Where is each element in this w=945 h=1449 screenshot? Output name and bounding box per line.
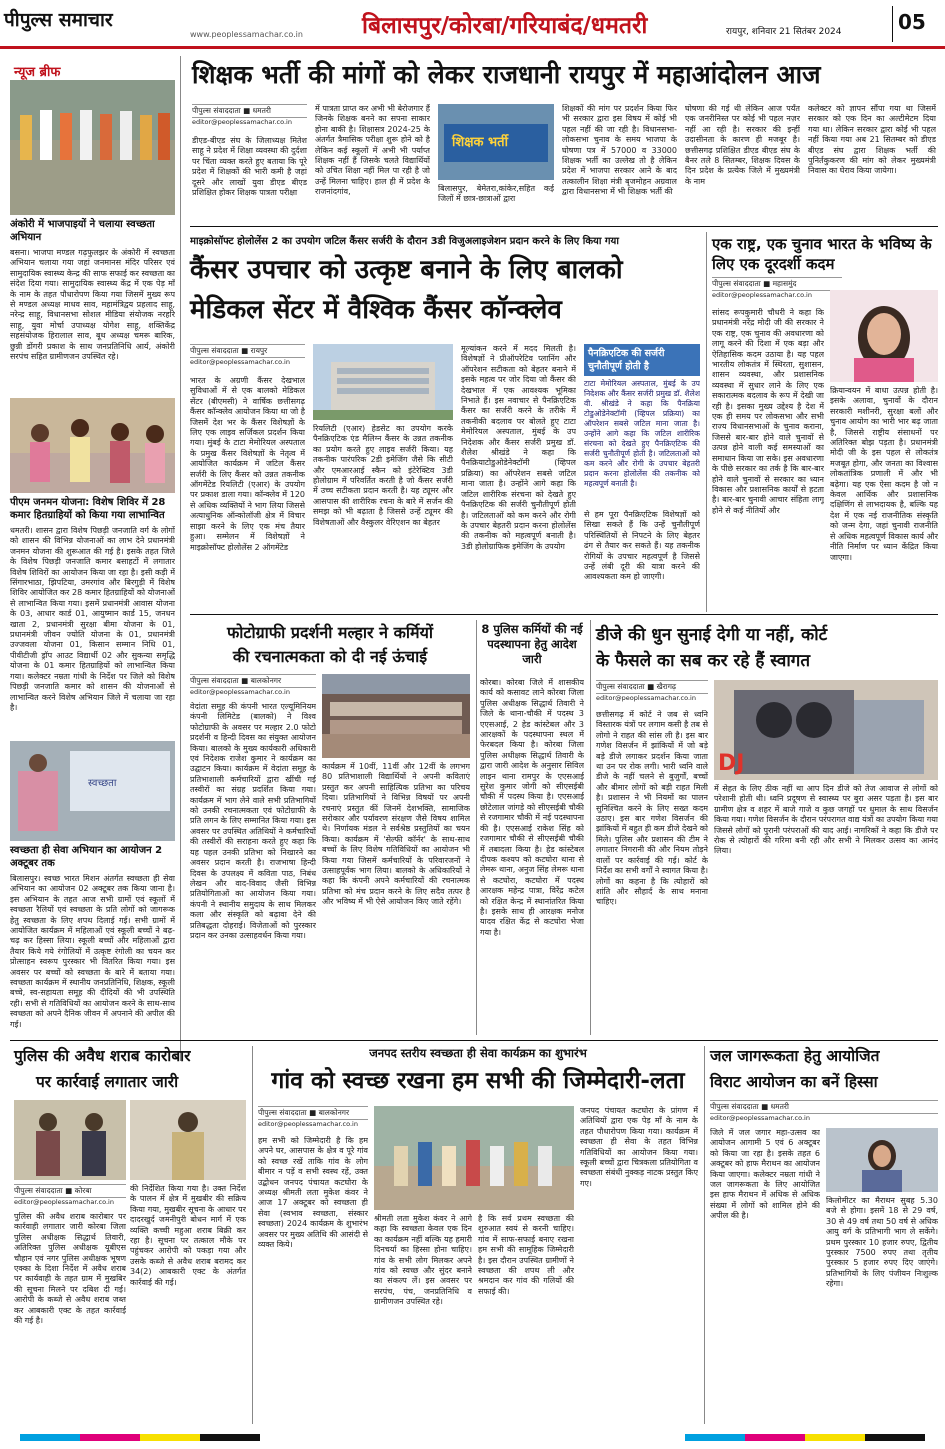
site-url: www.peoplessamachar.co.in [190,30,303,39]
top-col-6: कलेक्टर को ज्ञापन सौंपा गया था जिसमें सरकार को एक दिन का अल्टीमेटम दिया गया था। लेकिन सरकार द्वारा कोई भी पहल नहीं किया गया अब 21 सितम्बर को डीएड बीएड संघ द्वारा शिक्षक भर्ती की पुनिर्तकुकरण की मांग को लेकर मुख्यमंत्री निवास का घेराव किया जायेगा। [808,104,936,176]
nation-photo [830,290,938,382]
nation-email: editor@peoplessamachar.co.in [712,291,812,299]
swachh-byline: पीपुल्स संवाददाता ■ बालकोनगर editor@peoplessamachar.co.in [258,1106,368,1128]
nation-col-1: सांसद रूपकुमारी चौधरी ने कहा कि प्रधानमंत्री नरेंद्र मोदी जी की सरकार ने एक राष्ट्र, एक चुनाव की अवधारणा को लागू करने की दिशा में एक बड़ा और ऐतिहासिक कदम उठाया है। यह पहल भारतीय लोकतंत्र में स्थिरता, सुशासन, शासन व्यवस्था, और प्रशासनिक व्यवस्था में सुधार लाने के लिए एक सकारात्मक बदलाव के रूप में देखी जा रही है। इसका मुख्य उद्देश्य है देश में एक ही समय पर लोकसभा और सभी राज्य विधानसभाओं के चुनाव कराना, जिससे बार-बार होने वाले चुनावों से उत्पन्न होने वाली कई समस्याओं का समाधान किया जा सके। इस अवधारणा के पीछे सरकार का तर्क है कि बार-बार होने वाले चुनावों से सरकार का ध्यान विकास और प्रशासनिक कार्यों से हटता है। बार-बार चुनावी आचार संहिता लागू होने से कई नीतियों और [712,308,824,515]
dj-col-2: में सेहत के लिए ठीक नहीं था आप दिन डीजे को तेज आवाज से लोगों को परेशानी होती थी। ध्वनि प्रदूषण से स्वास्थ्य पर बुरा असर पड़ता है। इस बार ग्रामीण क्षेत्र व शहर में बाजे गाजे व कुछ जगहों पर धुमाल के साथ विसर्जन किया गया। गणेश विसर्जन के दौरान परंपरागत वाद्य यंत्रों का उपयोग किया गया जिससे लोगों को पुरानी परंपराओं की याद आई। नागरिकों ने कहा कि डीजे पर रोक से त्योहारों की गरिमा बनी रही और सभी ने मिलकर उत्सव का आनंद लिया। [714,784,938,856]
swachh-reporter: पीपुल्स संवाददाता [258,1108,307,1117]
footer-print-marks [0,1430,945,1445]
liquor-place: कोरबा [74,1186,92,1195]
cancer-box-text: टाटा मेमोरियल अस्पताल, मुंबई के उप निदेशक और कैंसर सर्जरी प्रमुख डॉ. शैलेश वी. श्रीखंडे ने कहा कि पैनक्रिया टोडुओडेनेक्टॉमी (व्हिपल प्रक्रिया) का ऑपरेशन सबसे जटिल माना जाता है। उन्होंने आगे कहा कि जटिल शारीरिक संरचना को देखते हुए पैनक्रिएटिक की सर्जरी चुनौतीपूर्ण होती है। जटिलताओं को कम करने और रोगी के उपचार बेहतरी प्रदान करना होलोलेंस की तकनीक को महत्वपूर्ण बनाती है। [584,379,700,488]
water-headline-2: विराट आयोजन का बनें हिस्सा [710,1073,878,1091]
brief-1-text: बसना। भाजपा मण्डल गढ़फुलझर के अंकोरी में स्वच्छता अभियान चलाया गया जहां जनमानस मंदिर परिसर एवं सामुदायिक स्वास्थ्य केन्द्र की साफ सफाई कर स्वच्छता का संदेश दिया गया। सामुदायिक स्वास्थ्य केंद्र में एक पेड़ माँ के नाम के तहत पौधारोपण किया गया जिसमें मुख्य रूप से मण्डल अध्यक्ष माधव साव, महामंत्रिद्वय प्रहलाद साहू, नरेन्द्र साहू, विधानसभा सोशल मीडिया संयोजक नरहरि साहू, युवा मोर्चा उपाध्यक्ष योगेश साहू, शक्तिकेंद्र सहसंयोजक हिरालाल साव, बूथ अध्यक्ष चमरू बारिक, छुन्नी डोंगरी प्रकाश के साथ जनप्रतिनिधि आर्य, अंकोरी सरपंच सहित ग्रामीणजन उपस्थित रहे। [10,248,175,362]
dj-reporter: पीपुल्स संवाददाता [596,682,645,691]
photo-byline: पीपुल्स संवाददाता ■ बालकोनगर editor@peoplessamachar.co.in [190,674,316,696]
cancer-col-1: भारत के अग्रणी कैंसर देखभाल सुविधाओं में से एक बालको मेडिकल सेंटर (बीएमसी) ने वार्षिक छत्तीसगढ़ कैंसर कॉन्क्लेव आयोजन किया था जो है जिसमें देश भर के कैंसर विशेषज्ञों के लिए एक लाइव सर्जिकल प्रदर्शन किया गया। मुंबई के टाटा मेमोरियल अस्पताल के प्रमुख कैंसर विशेषज्ञों के नेतृत्व में आयोजित कार्यक्रम में जटिल कैंसर सर्जरी के लिए कैंसर को उन्नत तकनीक ऑगमेंटेड रियलिटी (एआर) के उपयोग पर प्रकाश डाला गया। कॉन्क्लेव में 120 से अधिक व्यक्तियों ने भाग लिया जिससे अत्याधुनिक ऑन्कोलॉजी क्षेत्र में विचार साझा करने के लिए एक मंच तैयार हुआ। सम्मेलन में विशेषज्ञों ने माइक्रोसॉफ्ट होलोलेंस 2 ऑगमेंटेड [190,376,305,552]
swachh-headline: गांव को स्वच्छ रखना हम सभी की जिम्मेदारी-लता [271,1068,685,1094]
swachh-col-5: जनपद पंचायत कटघोरा के प्रांगण में अतिथियों द्वारा एक पेड़ माँ के नाम के तहत पौधारोपण किया गया। कार्यक्रम में स्वच्छता ही सेवा के तहत विभिन्न गतिविधियों का आयोजन किया गया। स्कूली बच्चों द्वारा चित्रकला प्रतियोगिता व स्वच्छता संबंधी नुक्कड़ नाटक प्रस्तुत किए गए। [580,1106,698,1188]
brand-logo: पीपुल्स समाचार [4,9,113,31]
police-text: कोरबा। कोरबा जिले में शासकीय कार्य को कसावट लाने कोरबा जिला पुलिस अधीक्षक सिद्धार्थ तिवारी ने जिले के थाना-चौकी में पदस्थ 3 एएसआई, 2 हेड कांस्टेबल और 3 आरक्षकों के पदस्थापना स्थल में फेरबदल किया है। कोरबा जिला पुलिस अधीक्षक सिद्धार्थ तिवारी के द्वारा जारी आदेश के अनुसार सिविल लाइन थाना रामपुर के एएसआई सुरेश कुमार जोगी को सीएसईबी चौकी में पदस्थ किया है। एएसआई छोटेलाल जांगड़े को सीएसईबी चौकी से रजगामार चौकी में नई पदस्थापना की है। एएसआई राकेश सिंह को रजगामार चौकी से सीएसईबी चौकी में तबादला किया है। हेड कांस्टेबल दीपक कश्यप को कटघोरा थाना से लेमरू थाना, अनुज सिंह लेमरू थाना से कटघोरा, कटघोरा में पदस्थ आरक्षक महेन्द्र पात्रा, विरेंद्र कटेल को रक्षित केन्द्र में स्थानांतरित किया है। इसके साथ ही आरक्षक मनोज यादव रक्षित केंद्र से कटघोरा भेजा गया है। [480,678,584,937]
cancer-reporter: पीपुल्स संवाददाता [190,346,239,355]
brief-photo-1 [10,80,175,215]
swachh-place: बालकोनगर [318,1108,350,1117]
brief-2-title: पीएम जनमन योजना: विशेष शिविर में 28 कमार हितग्राहियों को किया गया लाभान्वित [10,497,166,521]
brief-photo-3 [10,741,175,841]
photo-col-1: वेदांता समूह की कंपनी भारत एल्यूमिनियम कंपनी लिमिटेड (बालको) ने विश्व फोटोग्राफी के अवसर पर मल्हार 2.0 फोटो प्रदर्शनी व हिन्दी दिवस का संयुक्त आयोजन किया। बालको के मुख्य कार्यकारी अधिकारी एवं निदेशक राजेश कुमार ने कार्यक्रम का उद्घाटन किया। कार्यक्रम में वेदांता समूह के प्रतिभाशाली कर्मचारियों द्वारा खींची गई तस्वीरों का संग्रह प्रदर्शित किया गया। कार्यक्रम में भाग लेने वाले सभी प्रतिभागियों को उनकी रचनात्मकता एवं फोटोग्राफी के प्रति लगन के लिए सम्मानित किया गया। इस अवसर पर उपस्थित अतिथियों ने कर्मचारियों की तस्वीरों की सराहना करते हुए कहा कि यह पहल उनकी प्रतिभा को निखारने का अवसर प्रदान करती है। राजभाषा हिन्दी दिवस के उपलक्ष्य में कविता पाठ, निबंध लेखन और वाद-विवाद जैसी विभिन्न प्रतियोगिताओं का आयोजन किया गया। कंपनी ने स्थानीय समुदाय के साथ मिलकर कला और संस्कृति को बढ़ावा देने की प्रतिबद्धता दोहराई। विजेताओं को पुरस्कार प्रदान कर उनका उत्साहवर्धन किया गया। [190,702,316,940]
swachh-col-1: हम सभी को जिम्मेदारी है कि हम अपने घर, आसपास के क्षेत्र व पूरे गांव को स्वच्छ रखें ताकि गांव के लोग बीमार न पड़ें व सभी स्वस्थ रहें, उक्त उद्बोधन जनपद पंचायत कटघोरा के अध्यक्ष श्रीमती लता मुकेश कंवर ने आज 17 अक्टूबर को स्वच्छता ही सेवा (स्वभाव स्वच्छता, संस्कार स्वच्छता) 2024 कार्यक्रम के शुभारंभ अवसर पर मुख्य अतिथि की आसंदी से व्यक्त किये। [258,1136,368,1250]
swachh-photo [374,1106,574,1210]
swachh-col-3: है कि सर्व प्रथम स्वच्छता की शुरुआत स्वयं से करनी चाहिए। गांव में साफ-सफाई बनाए रखना हम सभी की सामूहिक जिम्मेदारी है। इस दौरान उपस्थित ग्रामीणों ने स्वच्छता की शपथ ली और श्रमदान कर गांव की गलियों की सफाई की। [478,1214,574,1296]
dj-place: खैरागढ़ [656,682,677,691]
police-headline: 8 पुलिस कर्मियों की नई पदस्थापना हेतु आदेश जारी [481,622,583,666]
brief-1-title: अंकोरी में भाजपाइयों ने चलाया स्वच्छता अभियान [10,219,155,243]
water-reporter: पीपुल्स संवाददाता [710,1102,759,1111]
photo-email: editor@peoplessamachar.co.in [190,688,290,696]
svg-text:स्वच्छता: स्वच्छता [88,778,117,789]
news-brief-label: न्यूज ब्रीफ [14,65,61,80]
cancer-headline-2: मेडिकल सेंटर में वैश्विक कैंसर कॉन्क्लेव [190,295,562,325]
water-email: editor@peoplessamachar.co.in [710,1114,810,1122]
dj-headline-1: डीजे की धुन सुनाई देगी या नहीं, कोर्ट [596,625,828,645]
cancer-box-title: पैनक्रिएटिक की सर्जरी चुनौतीपूर्ण होती है [584,344,700,376]
top-photo [438,104,554,180]
swachh-kicker: जनपद स्तरीय स्वच्छता ही सेवा कार्यक्रम का शुभारंभ [369,1046,587,1060]
top-place: धमतरी [252,106,271,115]
svg-text:DJ: DJ [718,751,745,776]
top-col-5: घोषणा की गई थी लेकिन आज पर्यंत एक जनरीनिस्त पर कोई भी पहल नज़र नहीं आ रही है। सरकार की इन्हीं उदासीनता के कारण ही मजबूर है। छत्तीसगढ़ प्रशिक्षित डीएड बीएड संघ के बैनर तले 8 सितम्बर, शिक्षक दिवस के दिन प्रदेश के प्रत्येक जिले में मुख्यमंत्री के नाम [685,104,800,186]
top-byline: पीपुल्स संवाददाता ■ धमतरी editor@peoplessamachar.co.in [192,104,307,126]
dj-headline-2: के फैसले का सब कर रहे हैं स्वागत [596,651,811,671]
top-col-2: में पात्रता प्राप्त कर अभी भी बेरोजगार हैं जिनके शिक्षक बनने का सपना साकार होना बाकी है। शिक्षासत्र 2024-25 के अंतर्गत त्रैमासिक परीक्षा शुरू होने को है लेकिन कई स्कूलों में अभी भी पर्याप्त शिक्षक नहीं हैं जिसके चलते विद्यार्थियों को उचित शिक्षा नहीं मिल पा रही है जो उन्हें मिलना चाहिए। हाल ही में प्रदेश के राजनांदगांव, [315,104,430,197]
photo-headline-1: फोटोग्राफी प्रदर्शनी मल्हार ने कर्मियों [226,623,434,642]
cancer-photo [313,344,453,420]
cancer-place: रायपुर [250,346,268,355]
top-photo-label: शिक्षक भर्ती [452,135,508,150]
liquor-photo-2 [130,1100,246,1180]
issue-date: रायपुर, शनिवार 21 सितंबर 2024 [726,27,842,37]
liquor-col-1: पुलिस की अवैध शराब कारोबार पर कार्रवाही लगातार जारी कोरबा जिला पुलिस अधीक्षक सिद्धार्थ तिवारी, अतिरिक्त पुलिस अधीक्षक यूबीएस चौहान एवं नगर पुलिस अधीक्षक भूषण एक्का के दिशा निर्देश में अवैध शराब पर कार्यवाही के तहत ग्राम में मुखबिर की सूचना मिलने पर दबिश दी गई। आरोपी के कब्जे से अवैध शराब जब्त कर आबकारी एक्ट के तहत कार्रवाई की गई है। [14,1212,126,1326]
cancer-col-3: मूल्यांकन करने में मदद मिलती है। विशेषज्ञों ने प्रीऑपरेटिव प्लानिंग और ऑपरेशन सटीकता को बेहतर बनाने में इसके महत्व पर जोर दिया जो कैंसर की देखभाल में एक आवश्यक भूमिका निभाते हैं। इस नवाचार से पैनक्रिएटिक कैंसर का सर्जरी करने के तरीके में तकनीकी बदलाव पर बोलते हुए टाटा मेमोरियल अस्पताल, मुंबई के उप निदेशक और कैंसर सर्जरी प्रमुख डॉ. शैलेश श्रीखंडे ने कहा कि पैनक्रियाटोडुओडेनेक्टॉमी (व्हिपल प्रक्रिया) का ऑपरेशन सबसे जटिल माना जाता है। उन्होंने आगे कहा कि जटिल शारीरिक संरचना को देखते हुए पैनक्रिएटिक की सर्जरी चुनौतीपूर्ण होती है। जटिलताओं को कम करने और रोगी के उपचार बेहतरी प्रदान करना होलोलेंस की तकनीक को महत्वपूर्ण बनाती है। 3डी होलोग्राफिक इमेजिंग के उपयोग [461,344,576,551]
masthead [0,0,945,50]
water-col-1: जिले में जल जगार महा-उत्सव का आयोजन आगामी 5 एवं 6 अक्टूबर को किया जा रहा है। इसके तहत 6 अक्टूबर को हाफ मैराथन का आयोजन किया जाएगा। कलेक्टर नम्रता गांधी ने जल जागरूकता के लिए आयोजित इस हाफ मैराथन में अधिक से अधिक संख्या में लोगों को शामिल होने की अपील की है। [710,1128,820,1221]
brief-2-text: धमतरी। शासन द्वारा विशेष पिछड़ी जनजाति वर्ग के लोगों को शासन की विभिन्न योजनाओं का लाभ देने प्रधानमंत्री जनमन योजना की शुरूआत की गई है। इसके तहत जिले के विशेष पिछड़ी जनजाति कमार बसाहटों में लगातार विशेष शिविरों का आयोजन किया जा रहा है। इसी कड़ी में सिंगारभाठा, झिपटिया, उमरगांव और बिरगुड़ी में विशेष शिविर आयोजित कर 28 कमार हितग्राहियों को योजनाओं से लाभान्वित किया गया। इसमें प्रधानमंत्री आवास योजना के 03, आधार कार्ड 01, आयुष्मान कार्ड 15, जनधन खाता 2, प्रधानमंत्री सुरक्षा बीमा योजना के 01, प्रधानमंत्री जीवन ज्योति योजना के 01, प्रधानमंत्री उज्जवला योजना 01, किसान सम्मान निधि 01, पीवीटीजी ड्रॉप आउट विद्यार्थी 02 और सुकन्या समृद्धि योजना के 01 कमार हितग्राहियों को लाभान्वित किया गया। कलेक्टर नम्रता गांधी के निर्देश पर जिले को विशेष पिछड़ी जनजाति कमार को शासन की योजनाओं से लाभान्वित करने विशेष अभियान जिले में चलाया जा रहा है। [10,526,175,712]
water-photo [826,1128,938,1192]
edition-title: बिलासपुर/कोरबा/गरियाबंद/धमतरी [362,13,648,39]
dj-col-1: छत्तीसगढ़ में कोर्ट ने जब से ध्वनि विस्तारक यंत्रों पर लगाम कसी है तब से लोगो ने राहत की सांस ली है। इस बार गणेश विसर्जन में झांकियों में जो बड़े बड़े डीजे लगाकर प्रदर्शन किया जाता था उन पर रोक लगी। भारी ध्वनि वाले डीजे के नहीं चलने से बुजुर्गों, बच्चों और बीमार लोगों को बड़ी राहत मिली है। प्रशासन ने भी नियमों का पालन सुनिश्चित करने के लिए सख्त कदम उठाए। इस बार गणेश विसर्जन की झांकियों में बहुत ही कम डीजे देखने को मिले। पुलिस और प्रशासन की टीम ने लगातार निगरानी की और नियम तोड़ने वालों पर कार्रवाई की गई। कोर्ट के निर्देश का सभी वर्गों ने स्वागत किया है। लोगों का कहना है कि त्योहारों को शांति और सौहार्द के साथ मनाना चाहिए। [596,710,708,907]
top-col-3: बिलासपुर, बेमेतरा,कांकेर,सहित कई जिलों में छात्र-छात्राओं द्वारा [438,184,554,204]
photo-reporter: पीपुल्स संवाददाता [190,676,239,685]
brief-photo-2 [10,398,175,493]
cancer-kicker: माइक्रोसॉफ्ट होलोलेंस 2 का उपयोग जटिल कैंसर सर्जरी के दौरान 3डी विजुअलाइजेशन प्रदान करने के लिए किया गया [190,236,619,247]
nation-col-2: क्रियान्वयन में बाधा उत्पन्न होती है। इसके अलावा, चुनावों के दौरान सरकारी मशीनरी, सुरक्षा बलों और चुनाव आयोग का भारी भार बढ़ जाता है, जिससे राष्ट्रीय संसाधनों पर अतिरिक्त बोझ पड़ता है। प्रधानमंत्री मोदी जी के इस पहल से लोकतंत्र मजबूत होगा, और जनता का विश्वास लोकतांत्रिक प्रणाली में और भी बढ़ेगा। यह एक ऐसा कदम है जो न केवल आर्थिक और प्रशासनिक दक्षिणिंग से लाभदायक है, बल्कि यह देश में एक नई राजनीतिक संस्कृति को जन्म देगा, जहां चुनावी राजनीति से अधिक महत्वपूर्ण विकास कार्य और नीति निर्माण पर ध्यान केंद्रित किया जाएगा। [830,386,938,562]
water-byline: पीपुल्स संवाददाता ■ धमतरी editor@peoplessamachar.co.in [710,1100,938,1122]
liquor-email: editor@peoplessamachar.co.in [14,1198,114,1206]
photo-headline-2: की रचनात्मकता को दी नई ऊंचाई [232,647,428,666]
top-headline: शिक्षक भर्ती की मांगों को लेकर राजधानी रायपुर में महाआंदोलन आज [192,60,821,89]
swachh-email: editor@peoplessamachar.co.in [258,1120,358,1128]
brief-3-text: बिलासपुर। स्वच्छ भारत मिशन अंतर्गत स्वच्छता ही सेवा अभियान का आयोजन 02 अक्टूबर तक किया जाना है। इस अभियान के तहत आज सभी ग्रामों एवं स्कूलों में स्वच्छता रैलियों एवं स्वच्छता के प्रति लोगों को जागरूक हेतु स्वच्छता के लिए शपथ दिलाई गई। सभी ग्रामों में आयोजित कार्यक्रम में महिलाओं एवं स्कूली बच्चों ने बढ़-चढ़ कर हिस्सा लिया। स्कूली बच्चों और महिलाओं द्वारा तैयार किये गये रंगोलियों में उत्कृष्ट रंगोली का चयन कर प्रोत्साहन स्वरूप पुरस्कार भी वितरित किया गया। इस अवसर पर बच्चों को स्वच्छता के बारे में बताया गया। स्वच्छता कार्यक्रम में स्थानीय जनप्रतिनिधि, शिक्षक, स्कूली बच्चे, स्व-सहायता समूह की दीदियों की भी उपस्थिति रही। सभी से गतिविधियों का आयोजन करने के साथ-साथ स्वच्छता को अपने दैनिक जीवन में अपनाने की अपील की गई। [10,874,175,1029]
top-col-4: शिक्षकों की मांग पर प्रदर्शन किया फिर भी सरकार द्वारा इस विषय में कोई भी पहल नहीं की जा रही है। विधानसभा-लोकसभा चुनाव के समय भाजपा के घोषणा पत्र में 57000 व 33000 शिक्षक भर्ती का उल्लेख तो है लेकिन प्रदेश में भाजपा सरकार आने के बाद तत्कालीन शिक्षा मंत्री बृजमोहन अग्रवाल द्वारा विधानसभा में भी शिक्षक भर्ती की [562,104,677,197]
top-reporter: पीपुल्स संवाददाता [192,106,241,115]
nation-headline: एक राष्ट्र, एक चुनाव भारत के भविष्य के लिए एक दूरदर्शी कदम [712,235,932,273]
liquor-byline: पीपुल्स संवाददाता ■ कोरबा editor@peoplessamachar.co.in [14,1184,126,1206]
photo-group [322,674,470,758]
news-brief-column [10,56,175,1061]
cancer-col-2: रियलिटी (एआर) हेडसेट का उपयोग करके पैनक्रिएटिक एंड मैलिग्न कैंसर के उन्नत तकनीक का प्रयोग करते हुए लाइव सर्जरी किया। यह तकनीक पारंपरिक 2डी इमेजिंग जैसे कि सीटी और एमआरआई स्कैन को इंटेरेक्टिव 3डी होलोग्राम में परिवर्तित करती है जो कैंसर सर्जरी में उच्च सटीकता प्रदान करती है। यह ट्यूमर और आसपास की शारीरिक रचना के बारे में सर्जन की समझ को भी बढ़ाता है जिससे उन्हें ट्यूमर की विशेषताओं और वैस्कुलर वेरिएशन का बेहतर [313,424,453,527]
page-number: 05 [898,10,926,34]
dj-photo [714,680,938,780]
nation-place: महासमुंद [772,279,797,288]
top-col-1: डीएड-बीएड संघ के जिलाध्यक्ष मितेश साहू ने प्रदेश में शिक्षा व्यवस्था की दुर्दशा पर चिंता व्यक्त करते हुए बताया कि पूरे प्रदेश में शिक्षकों की भारी कमी है जहां दूसरे और लाखों युवा डीएड बीएड प्रशिक्षित होकर शिक्षक पात्रता परीक्षा [192,136,307,198]
water-place: धमतरी [770,1102,789,1111]
dj-byline: पीपुल्स संवाददाता ■ खैरागढ़ editor@peoplessamachar.co.in [596,680,708,702]
nation-reporter: पीपुल्स संवाददाता [712,279,761,288]
cancer-col-4: से हम पूरा पैनक्रिएटिक विशेषज्ञों को सिखा सकते हैं कि उन्हें चुनौतीपूर्ण परिस्थितियों से निपटने के लिए बेहतर ढंग से तैयार कर सकते हैं। यह तकनीक रोगियों के उपचार महत्वपूर्ण है जिससे उन्हें लंबी दूरी की यात्रा करने की आवश्यकता कम हो जाएगी। [584,510,700,582]
cancer-box [584,344,700,504]
masthead-rule [0,46,945,49]
photo-col-2: कार्यक्रम में 10वीं, 11वीं और 12वीं के लगभग 80 प्रतिभाशाली विद्यार्थियों ने अपनी कविताएं प्रस्तुत कर अपनी साहित्यिक प्रतिभा का परिचय दिया। प्रतिभागियों ने विभिन्न विषयों पर अपनी रचनाएं प्रस्तुत कीं जिनमें देशभक्ति, सामाजिक सरोकार और पर्यावरण संरक्षण जैसे विषय शामिल थे। निर्णायक मंडल ने सर्वश्रेष्ठ प्रस्तुतियों का चयन किया। कार्यक्रम में 'सेल्फी कॉर्नर' के साथ-साथ बच्चों के लिए विशेष गतिविधियों का आयोजन भी किया गया जिसमें कर्मचारियों के परिवारजनों ने उत्साहपूर्वक भाग लिया। बालको के अधिकारियों ने कहा कि कंपनी अपने कर्मचारियों की रचनात्मक प्रतिभा को मंच प्रदान करने के लिए सदैव तत्पर है और भविष्य में भी ऐसे आयोजन किए जाते रहेंगे। [322,762,470,907]
cancer-headline-1: कैंसर उपचार को उत्कृष्ट बनाने के लिए बालको [190,255,623,285]
liquor-col-2: की निर्देशित किया गया है। उक्त निर्देश के पालन में क्षेत्र में मुखबीर की सक्रिय किया गया, मुखबीर सूचना के आधार पर दादरखुर्द जमनीपुरी बोधन मार्ग में एक व्यक्ति कच्ची महुआ शराब बिक्री कर रहा है। सूचना पर तत्काल मौके पर पहुंचकर आरोपी को पकड़ा गया और उसके कब्जे से अवैध शराब बरामद कर 34(2) आबकारी एक्ट के अंतर्गत कार्रवाई की गई। [130,1184,246,1287]
top-email: editor@peoplessamachar.co.in [192,118,292,126]
liquor-headline-1: पुलिस की अवैध शराब कारोबार [14,1047,191,1065]
cancer-byline: पीपुल्स संवाददाता ■ रायपुर editor@peoplessamachar.co.in [190,344,305,366]
water-headline-1: जल जागरूकता हेतु आयोजित [710,1047,880,1065]
nation-byline: पीपुल्स संवाददाता ■ महासमुंद editor@peoplessamachar.co.in [712,277,842,299]
dj-email: editor@peoplessamachar.co.in [596,694,696,702]
liquor-headline-2: पर कार्रवाई लगातार जारी [36,1073,179,1091]
photo-place: बालकोनगर [250,676,282,685]
liquor-reporter: पीपुल्स संवाददाता [14,1186,63,1195]
swachh-col-2: श्रीमती लता मुकेश कंवर ने आगे कहा कि स्वच्छता केवल एक दिन का कार्यक्रम नहीं बल्कि यह हमारी दिनचर्या का हिस्सा होना चाहिए। गांव के सभी लोग मिलकर अपने गांव को स्वच्छ और सुंदर बनाने का संकल्प लें। इस अवसर पर सरपंच, पंच, जनप्रतिनिधि व ग्रामीणजन उपस्थित रहे। [374,1214,472,1307]
brief-3-title: स्वच्छता ही सेवा अभियान का आयोजन 2 अक्टूबर तक [10,845,163,869]
liquor-photo-1 [14,1100,126,1180]
cancer-email: editor@peoplessamachar.co.in [190,358,290,366]
water-col-2: किलोमीटर का मैराथन सुबह 5.30 बजे से होगा। इसमें 18 से 29 वर्ष, 30 से 49 वर्ष तथा 50 वर्ष से अधिक आयु वर्ग के प्रतिभागी भाग ले सकेंगे। प्रथम पुरस्कार 10 हजार रुपए, द्वितीय पुरस्कार 7500 रुपए तथा तृतीय पुरस्कार 5 हजार रुपए दिए जाएंगे। प्रतिभागियों के लिए पंजीयन निःशुल्क रहेगा। [826,1196,938,1289]
